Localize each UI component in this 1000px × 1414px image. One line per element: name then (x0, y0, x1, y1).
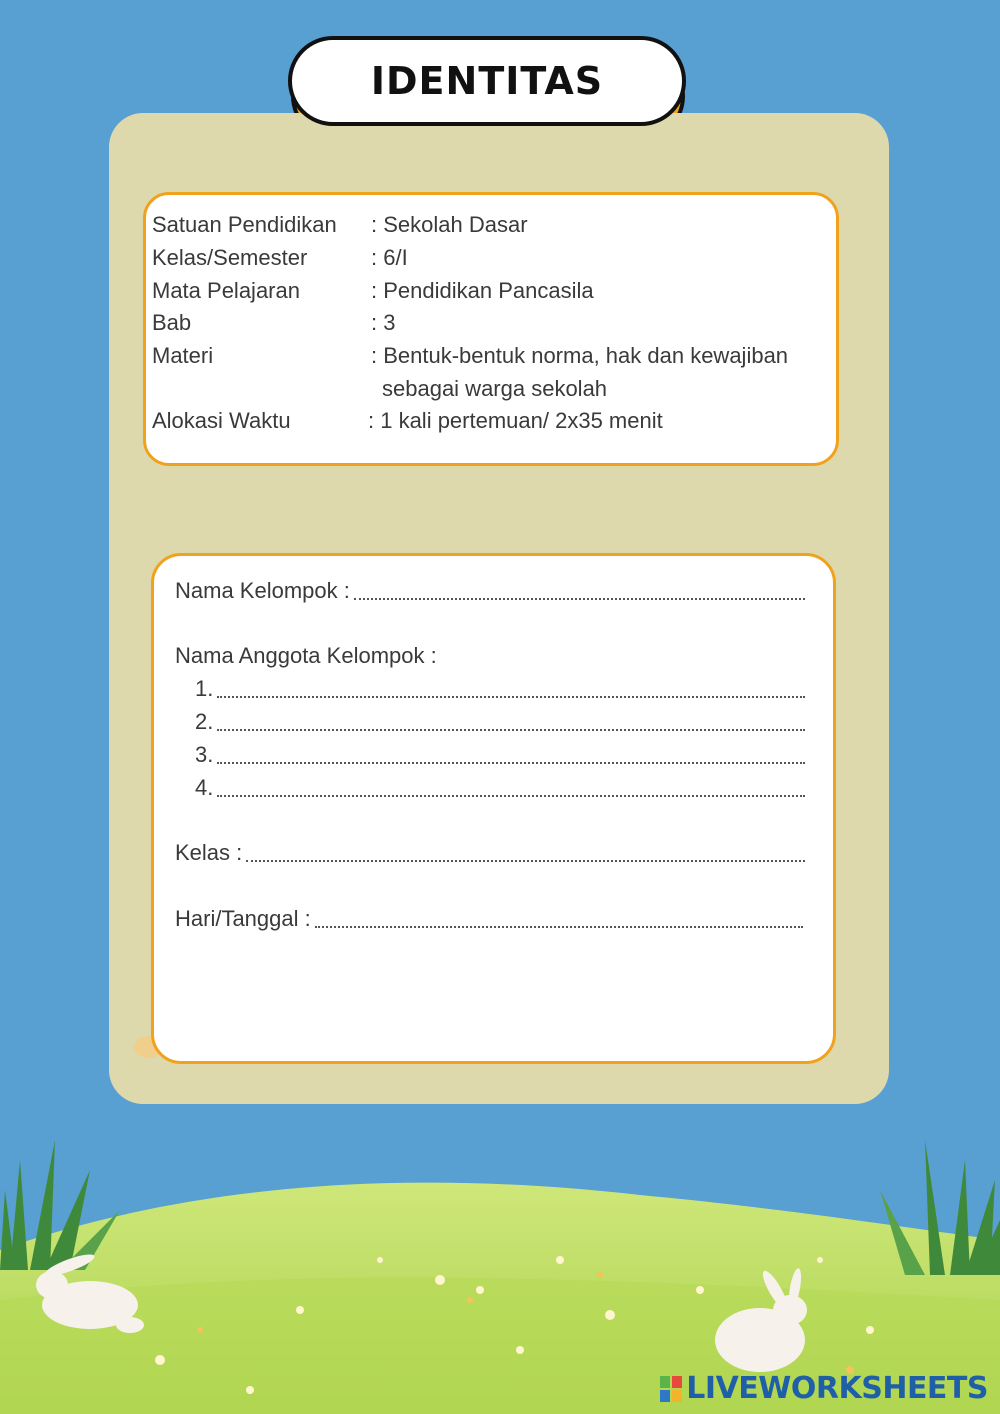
meadow-illustration (0, 1100, 1000, 1414)
identity-value: : 3 (371, 310, 396, 335)
hari-tanggal-field[interactable] (315, 926, 803, 928)
identity-value: : Bentuk-bentuk norma, hak dan kewajiban (371, 343, 789, 368)
identity-value: sebagai warga sekolah (382, 376, 608, 401)
member-number: 1. (195, 676, 214, 701)
member-field[interactable] (217, 696, 805, 698)
liveworksheets-watermark[interactable] (660, 1371, 988, 1406)
member-field[interactable] (217, 729, 805, 731)
identity-row (152, 408, 663, 434)
identity-row (152, 212, 528, 238)
identity-box (143, 192, 839, 466)
identity-value: : Sekolah Dasar (371, 212, 528, 237)
page-title: IDENTITAS (370, 59, 604, 103)
identity-row (152, 343, 789, 369)
member-number: 3. (195, 742, 214, 767)
identity-label: Materi (152, 343, 214, 368)
nama-kelompok-field[interactable] (354, 598, 805, 600)
identity-value: : Pendidikan Pancasila (371, 278, 594, 303)
identity-value: : 1 kali pertemuan/ 2x35 menit (368, 408, 663, 433)
kelas-field[interactable] (246, 860, 805, 862)
member-line (195, 742, 805, 768)
nama-kelompok-label: Nama Kelompok : (175, 578, 350, 603)
nama-kelompok-line (175, 578, 805, 604)
identity-label: Kelas/Semester (152, 245, 308, 270)
member-line (195, 676, 805, 702)
identity-label: Satuan Pendidikan (152, 212, 337, 237)
identity-label: Alokasi Waktu (152, 408, 291, 433)
member-field[interactable] (217, 762, 805, 764)
watermark-text: LIVEWORKSHEETS (686, 1371, 988, 1406)
kelas-label: Kelas : (175, 840, 243, 865)
hari-tanggal-line (175, 906, 803, 932)
member-number: 2. (195, 709, 214, 734)
identity-row (152, 310, 396, 336)
identity-row (152, 245, 408, 271)
group-box (151, 553, 836, 1064)
identity-row (152, 278, 594, 304)
member-line (195, 775, 805, 801)
member-field[interactable] (217, 795, 805, 797)
identity-value: : 6/I (371, 245, 408, 270)
nama-anggota-line (175, 643, 437, 669)
member-line (195, 709, 805, 735)
title-pill (288, 36, 686, 126)
liveworksheets-logo-icon (660, 1376, 682, 1402)
hari-tanggal-label: Hari/Tanggal : (175, 906, 311, 931)
nama-anggota-label: Nama Anggota Kelompok : (175, 643, 437, 668)
member-number: 4. (195, 775, 214, 800)
kelas-line (175, 840, 805, 866)
identity-label: Bab (152, 310, 192, 335)
identity-label: Mata Pelajaran (152, 278, 300, 303)
